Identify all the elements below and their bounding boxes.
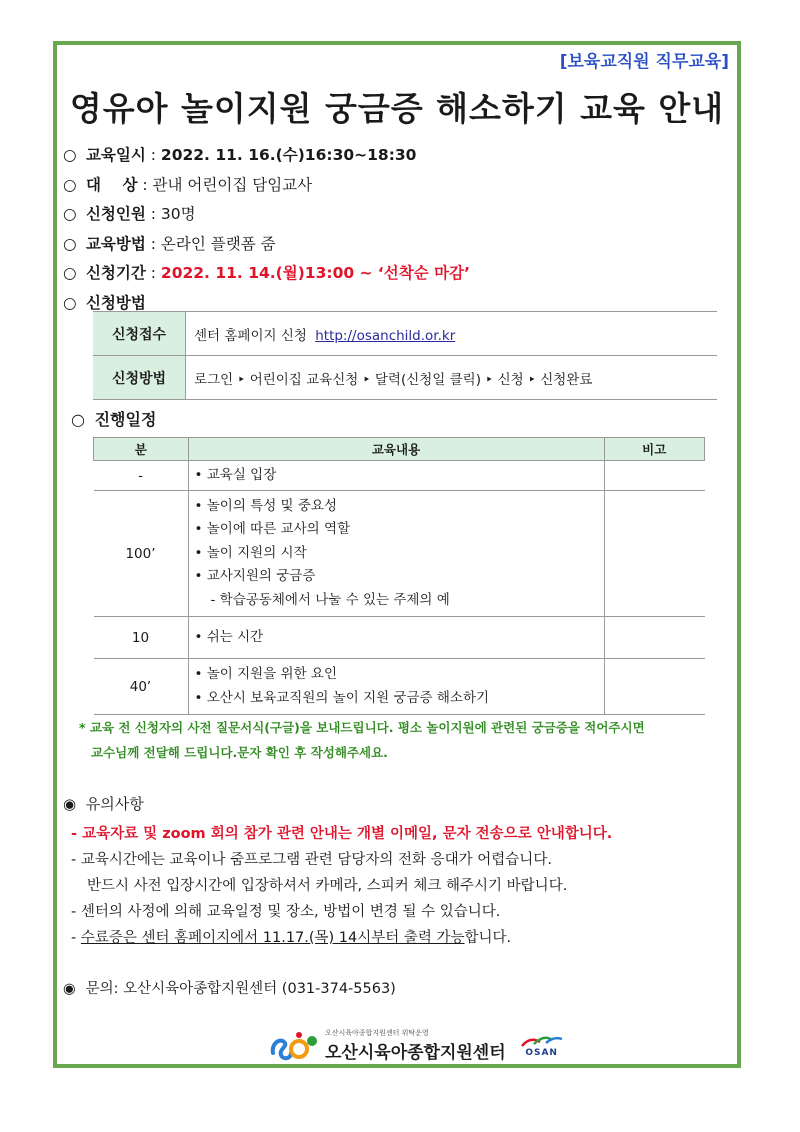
notice-list [71,821,612,951]
step-apply-education: 어린이집 교육신청 [249,371,359,388]
logo-name: 오산시육아종합지원센터 [325,1043,506,1063]
info-label: 신청기간 [85,264,146,282]
info-capacity [63,200,470,230]
arrow-icon: ‣ [527,371,536,388]
category-tag: [보육교직원 직무교육] [559,52,729,72]
footnote [79,715,645,765]
row-content [188,491,604,617]
schedule-table [93,437,705,715]
info-sep: : [145,205,161,223]
row-min: 100’ [94,491,189,617]
circle-icon: ○ [63,264,77,282]
center-logo [269,1028,564,1063]
osan-logo [520,1034,564,1058]
notice-title [63,793,144,814]
info-value: 관내 어린이집 담임교사 [152,175,313,194]
info-value: 30명 [160,205,196,223]
notice-item: - 교육시간에는 교육이나 줌프로그램 관련 담당자의 전화 응대가 어렵습니다. [71,852,552,868]
list-item: • 쉬는 시간 [194,628,264,645]
row-min: 40’ [94,659,189,715]
row-note [604,491,705,617]
page-title: 영유아 놀이지원 궁금증 해소하기 교육 안내 [69,89,725,128]
header-content: 교육내용 [188,438,604,461]
apply-row-method [93,356,717,400]
apply-cell [186,312,718,356]
info-label: 교육일시 [85,146,146,164]
header-min: 분 [94,438,189,461]
list-item: • 놀이의 특성 및 중요성 [194,497,338,514]
homepage-link[interactable]: http://osanchild.or.kr [315,327,456,344]
contact-info [63,977,396,998]
info-value: 2022. 11. 16.(수)16:30~18:30 [160,146,417,164]
center-logo-icon [269,1029,319,1063]
footnote-line: * 교육 전 신청자의 사전 질문서식(구글)을 보내드립니다. 평소 놀이지원에 관련된 궁금증을 적어주시면 [79,720,645,735]
table-row [94,461,705,491]
circle-icon: ○ [63,234,77,253]
notice-item: 반드시 사전 입장시간에 입장하셔서 카메라, 스피커 체크 해주시기 바랍니다. [87,878,568,894]
list-item: • 놀이 지원의 시작 [194,544,307,561]
table-row [94,659,705,715]
table-row [94,491,705,617]
circle-icon: ○ [63,146,77,164]
notice-item: - 수료증은 센터 홈페이지에서 11.17.(목) 14시부터 출력 가능합니다. [71,930,512,946]
info-period [63,259,470,289]
info-target [63,171,470,201]
arrow-icon: ‣ [485,371,494,388]
info-list [63,141,470,318]
notice-item: - 교육자료 및 zoom 회의 참가 관련 안내는 개별 이메일, 문자 전송으로 안내합니다. [71,826,613,842]
row-note [604,461,705,491]
schedule-title-text: 진행일정 [94,410,157,429]
info-sep: : [137,175,153,194]
list-item: • 놀이에 따른 교사의 역할 [194,521,351,538]
info-method [63,230,470,260]
notice-item: - 센터의 사정에 의해 교육일정 및 장소, 방법이 변경 될 수 있습니다. [71,904,501,920]
apply-header: 신청방법 [93,356,186,400]
apply-header: 신청접수 [93,312,186,356]
row-content [188,461,604,491]
table-row [94,617,705,659]
info-label: 대 상 [85,175,138,194]
list-item: • 놀이 지원을 위한 요인 [194,666,338,682]
bullet-circle-icon: ◉ [63,981,76,997]
logo-text [325,1028,506,1063]
row-min: - [94,461,189,491]
document-frame [53,41,741,1068]
arrow-icon: ‣ [362,371,371,388]
circle-icon: ○ [63,205,77,223]
contact-label: 문의: [85,981,119,997]
header-note: 비고 [604,438,705,461]
osan-text: OSAN [525,1047,558,1058]
circle-icon: ○ [63,175,77,194]
info-value: 2022. 11. 14.(월)13:00 ~ ‘선착순 마감’ [160,264,470,282]
info-date [63,141,470,171]
bullet-circle-icon: ◉ [63,795,77,813]
schedule-header-row [94,438,705,461]
row-content [188,659,604,715]
info-label: 신청인원 [85,205,146,223]
notice-title-text: 유의사항 [85,795,144,813]
step-complete: 신청완료 [540,371,593,388]
list-subitem: - 학습공동체에서 나눌 수 있는 주제의 예 [210,591,450,608]
info-value: 온라인 플랫폼 줌 [160,234,276,253]
arrow-icon: ‣ [237,371,246,388]
step-calendar: 달력(신청일 클릭) [374,371,481,388]
logo-subtitle: 오산시육아종합지원센터 위탁운영 [325,1029,429,1037]
row-content [188,617,604,659]
list-item: • 교육실 입장 [194,466,277,483]
apply-text: 센터 홈페이지 신청 [194,327,307,344]
step-apply: 신청 [497,371,524,388]
circle-icon: ○ [63,293,77,312]
apply-table [93,311,717,400]
circle-icon: ○ [71,410,85,429]
info-label: 교육방법 [85,234,146,253]
contact-value: 오산시육아종합지원센터 (031-374-5563) [123,981,396,997]
osan-bird-icon [520,1034,564,1048]
row-note [604,659,705,715]
list-item: • 오산시 보육교직원의 놀이 지원 궁금증 해소하기 [194,689,490,706]
list-item: • 교사지원의 궁금증 [194,568,316,585]
row-min: 10 [94,617,189,659]
apply-row-receipt [93,312,717,356]
step-login: 로그인 [194,371,234,388]
apply-steps [186,356,718,400]
info-sep: : [145,234,161,253]
schedule-title [71,407,156,430]
footnote-line: 교수님께 전달해 드립니다.문자 확인 후 작성해주세요. [91,745,388,760]
info-sep: : [145,146,161,164]
info-sep: : [145,264,161,282]
row-note [604,617,705,659]
info-label: 신청방법 [85,293,146,312]
